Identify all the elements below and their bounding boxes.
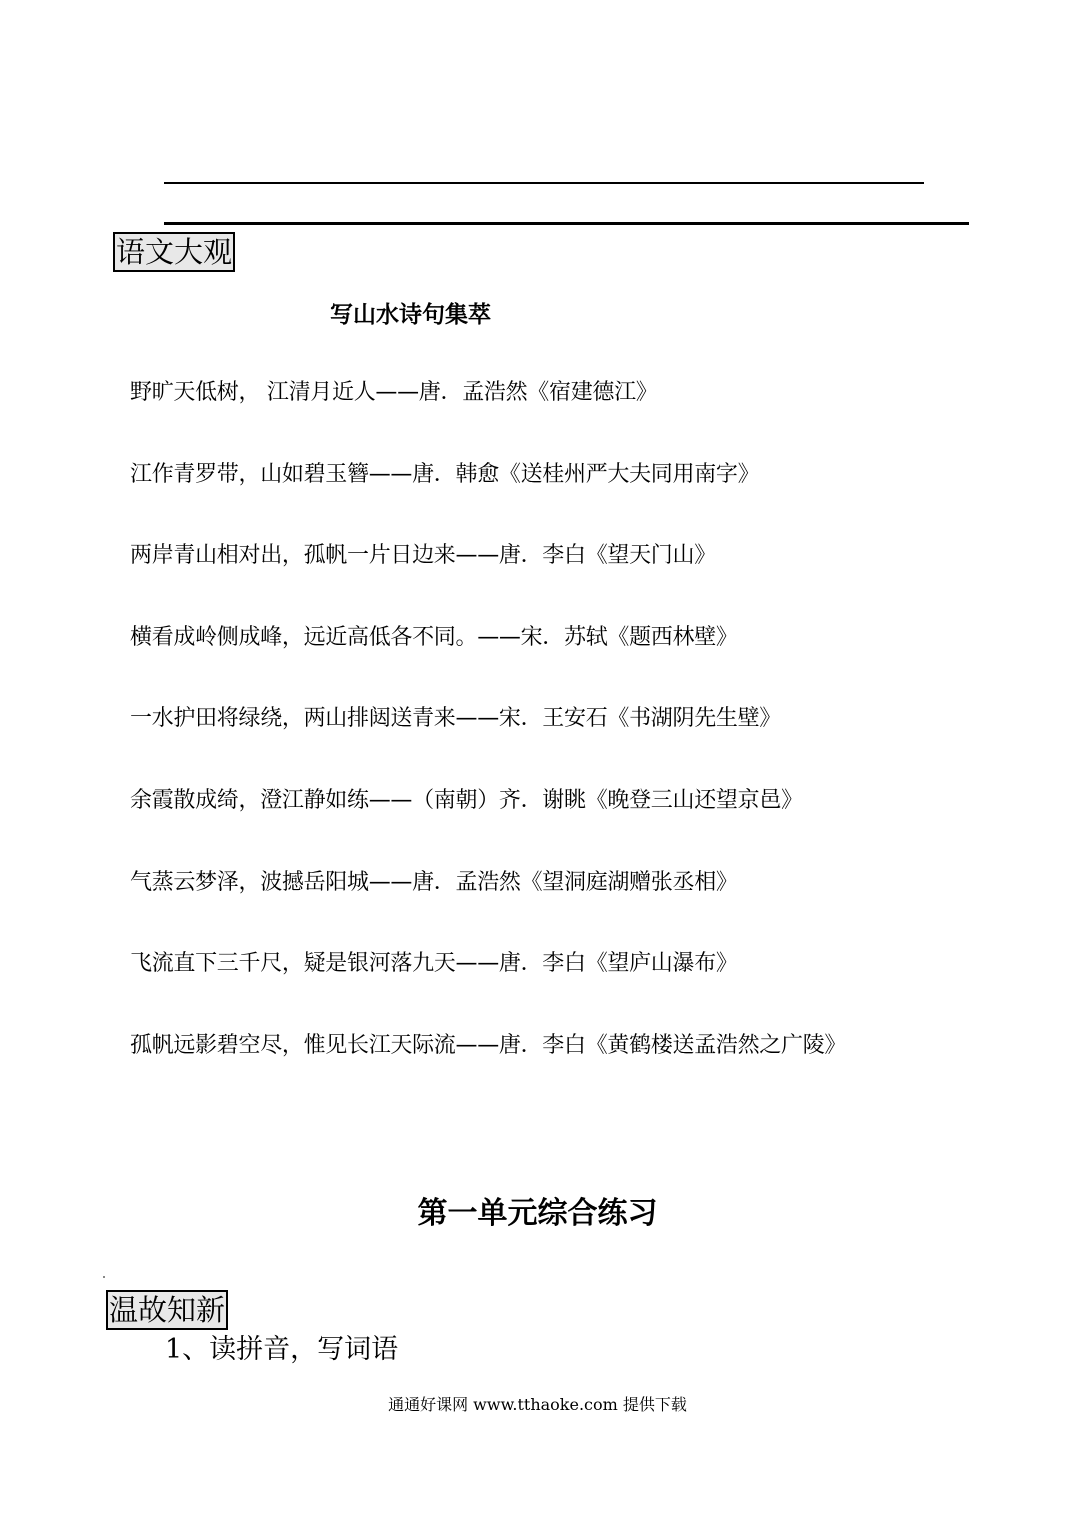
poem-line: 飞流直下三千尺，疑是银河落九天——唐．李白《望庐山瀑布》 [130, 951, 738, 977]
exercise-instruction: 1、读拼音，写词语 [165, 1334, 399, 1365]
poem-collection-title: 写山水诗句集萃 [330, 302, 491, 328]
poem-line: 野旷天低树， 江清月近人——唐．孟浩然《宿建德江》 [130, 380, 658, 405]
poem-line: 余霞散成绮，澄江静如练——（南朝）齐．谢眺《晚登三山还望京邑》 [130, 787, 803, 813]
section-heading-yuwen-daguan: 语文大观 [113, 232, 235, 272]
section-heading-wengu-zhixin: 温故知新 [106, 1290, 228, 1330]
answer-line-2 [164, 222, 969, 225]
page-footer: 通通好课网 www.tthaoke.com 提供下载 [388, 1395, 687, 1414]
poem-line: 气蒸云梦泽，波撼岳阳城——唐．孟浩然《望洞庭湖赠张丞相》 [130, 869, 738, 895]
answer-line-1 [164, 182, 924, 184]
poem-list [130, 375, 846, 1109]
poem-line: 横看成岭侧成峰，远近高低各不同。——宋．苏轼《题西林壁》 [130, 624, 738, 650]
poem-line: 江作青罗带，山如碧玉簪——唐．韩愈《送桂州严大夫同用南字》 [130, 461, 760, 487]
unit-title: 第一单元综合练习 [417, 1196, 658, 1231]
poem-line: 孤帆远影碧空尽，惟见长江天际流——唐．李白《黄鹤楼送孟浩然之广陵》 [130, 1032, 847, 1058]
stray-dot [103, 1276, 105, 1278]
poem-line: 两岸青山相对出，孤帆一片日边来——唐．李白《望天门山》 [130, 543, 716, 569]
poem-line: 一水护田将绿绕，两山排闼送青来——宋．王安石《书湖阴先生壁》 [130, 706, 782, 732]
